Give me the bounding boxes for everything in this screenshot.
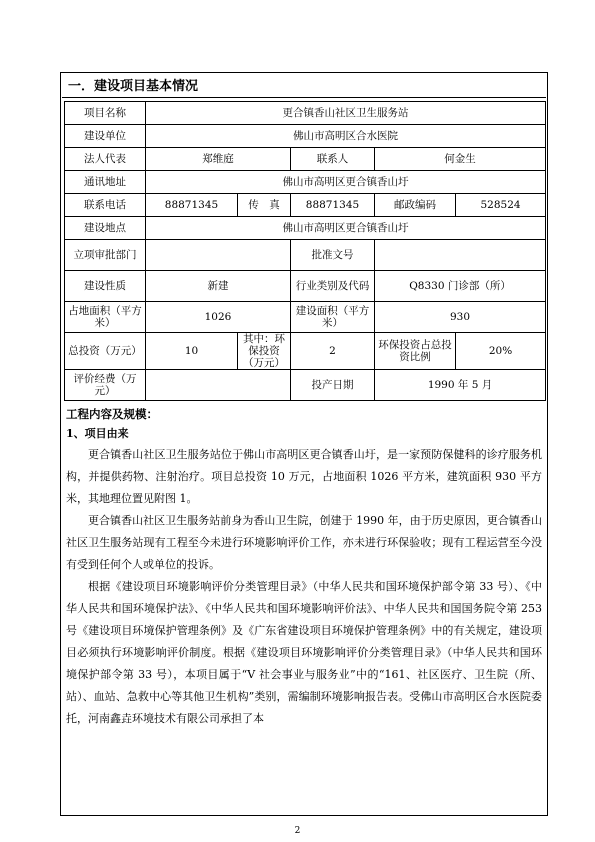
postcode-value: 528524 [456, 194, 546, 217]
total-invest-label: 总投资（万元） [65, 333, 146, 370]
paragraph-2: 更合镇香山社区卫生服务站前身为香山卫生院，创建于 1990 年，由于历史原因，更合镇香山社区卫生服务站现有工程至今未进行环境影响评价工作，亦未进行环保验收；现有工程运营至今没有受到任何个人或单位的投诉。 [66, 514, 542, 571]
approval-no-value [375, 240, 546, 271]
legal-rep-value: 郑维庭 [146, 148, 291, 171]
approval-dept-label: 立项审批部门 [65, 240, 146, 271]
section-title: 一．建设项目基本情况 [62, 76, 546, 98]
land-area-value: 1026 [146, 302, 291, 333]
env-ratio-value: 20% [456, 333, 546, 370]
legal-rep-label: 法人代表 [65, 148, 146, 171]
project-info-table [64, 101, 546, 401]
builder-value: 佛山市高明区合水医院 [146, 125, 546, 148]
approval-no-label: 批准文号 [291, 240, 375, 271]
subsection-title: 1、项目由来 [66, 427, 129, 440]
nature-label: 建设性质 [65, 271, 146, 302]
builder-label: 建设单位 [65, 125, 146, 148]
table-row [65, 217, 546, 240]
site-label: 建设地点 [65, 217, 146, 240]
table-row [65, 171, 546, 194]
project-name-label: 项目名称 [65, 102, 146, 125]
env-invest-label: 其中：环保投资（万元） [238, 333, 291, 370]
approval-dept-value [146, 240, 291, 271]
nature-value: 新建 [146, 271, 291, 302]
table-row [65, 102, 546, 125]
eval-fee-value [146, 370, 291, 401]
paragraph-3: 根据《建设项目环境影响评价分类管理目录》（中华人民共和国环境保护部令第 33 号）、《中华人民共和国环境保护法》、《中华人民共和国环境影响评价法》、中华人民共和国国务院令第 253 号《建设项目环境保护管理条例》及《广东省建设项目环境保护管理条例》中的有关规定，建设项目必须执行环境影响评价制度。根据《建设项目环境影响评价分类管理目录》（中华人民共和国环境保护部令第 33 号），本项目属于“V 社会事业与服务业”中的“161、社区医疗、卫生院（所、站）、血站、急救中心等其他卫生机构”类别，需编制环境影响报告表。受佛山市高明区合水医院委托，河南鑫垚环境技术有限公司承担了本 [66, 580, 542, 725]
project-content [66, 404, 542, 730]
contact-label: 联系人 [291, 148, 375, 171]
table-row [65, 240, 546, 271]
fax-label: 传 真 [238, 194, 291, 217]
table-row [65, 148, 546, 171]
eval-fee-label: 评价经费（万元） [65, 370, 146, 401]
address-label: 通讯地址 [65, 171, 146, 194]
project-name-value: 更合镇香山社区卫生服务站 [146, 102, 546, 125]
fax-value: 88871345 [291, 194, 375, 217]
build-area-value: 930 [375, 302, 546, 333]
table-row [65, 125, 546, 148]
operation-date-value: 1990 年 5 月 [375, 370, 546, 401]
industry-label: 行业类别及代码 [291, 271, 375, 302]
table-row [65, 194, 546, 217]
table-row [65, 333, 546, 370]
env-invest-value: 2 [291, 333, 375, 370]
industry-value: Q8330 门诊部（所） [375, 271, 546, 302]
total-invest-value: 10 [146, 333, 238, 370]
page-number: 2 [294, 826, 301, 836]
table-row [65, 271, 546, 302]
content-heading: 工程内容及规模： [66, 407, 158, 421]
table-row [65, 370, 546, 401]
paragraph-1: 更合镇香山社区卫生服务站位于佛山市高明区更合镇香山圩，是一家预防保健科的诊疗服务机构，并提供药物、注射治疗。项目总投资 10 万元，占地面积 1026 平方米，建筑面积 930 平方米，其地理位置见附图 1。 [66, 448, 542, 505]
contact-value: 何金生 [375, 148, 546, 171]
build-area-label: 建设面积（平方米） [291, 302, 375, 333]
phone-value: 88871345 [146, 194, 238, 217]
env-ratio-label: 环保投资占总投资比例 [375, 333, 456, 370]
land-area-label: 占地面积（平方米） [65, 302, 146, 333]
phone-label: 联系电话 [65, 194, 146, 217]
operation-date-label: 投产日期 [291, 370, 375, 401]
site-value: 佛山市高明区更合镇香山圩 [146, 217, 546, 240]
table-row [65, 302, 546, 333]
address-value: 佛山市高明区更合镇香山圩 [146, 171, 546, 194]
postcode-label: 邮政编码 [375, 194, 456, 217]
